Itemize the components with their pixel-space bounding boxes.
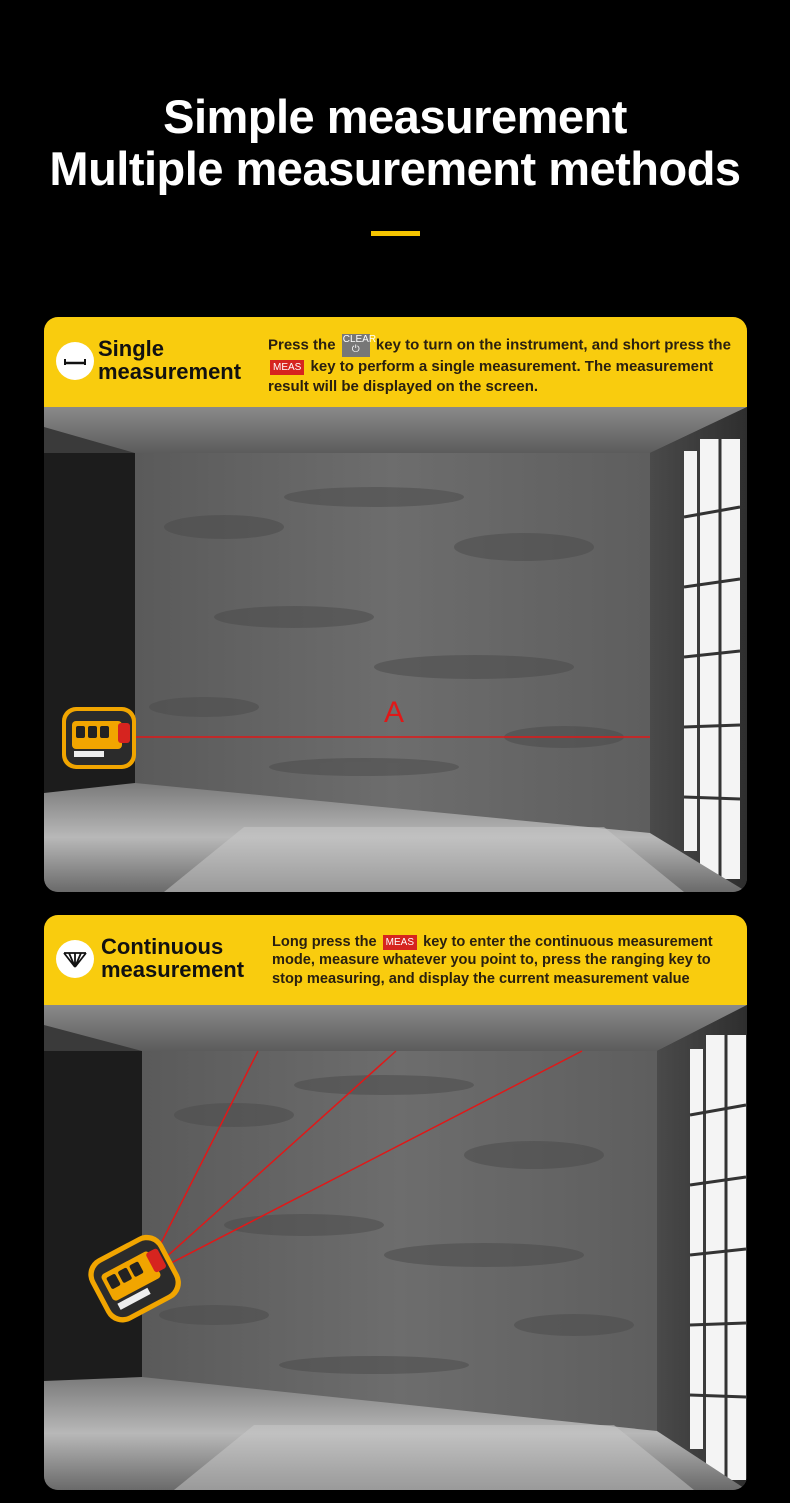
laser-fan-icon bbox=[56, 940, 94, 978]
single-measurement-card bbox=[44, 317, 747, 892]
title-line-2: Multiple measurement methods bbox=[49, 142, 741, 195]
single-measurement-description: Press the CLEAR ⏻ key to turn on the instrument, and short press the MEAS key to perform a single measurement. The measurement result will be displayed on the screen. bbox=[268, 334, 731, 395]
clear-power-key: CLEAR ⏻ bbox=[342, 334, 377, 355]
single-measurement-title: Single measurement bbox=[98, 336, 242, 384]
window-panes-2 bbox=[690, 1035, 746, 1480]
continuous-measurement-card bbox=[44, 915, 747, 1490]
continuous-measurement-description: Long press the MEAS key to enter the continuous measurement mode, measure whatever you point to, press the ranging key to stop measuring, and display the current measurement value bbox=[272, 934, 713, 987]
single-measurement-banner bbox=[44, 317, 747, 407]
laser-tape-measure-device bbox=[62, 707, 136, 769]
title-line-1: Simple measurement bbox=[163, 90, 627, 143]
meas-key-continuous: MEAS bbox=[383, 935, 417, 950]
meas-key: MEAS bbox=[270, 360, 304, 375]
single-measurement-room-scene bbox=[44, 407, 747, 892]
ruler-line-icon bbox=[56, 342, 94, 380]
continuous-measurement-banner bbox=[44, 915, 747, 1005]
laser-label-a: A bbox=[384, 696, 405, 729]
window-panes bbox=[684, 439, 740, 879]
continuous-measurement-title: Continuous measurement bbox=[101, 934, 245, 982]
title-accent-bar bbox=[371, 231, 420, 236]
continuous-measurement-room-scene bbox=[44, 1005, 747, 1490]
